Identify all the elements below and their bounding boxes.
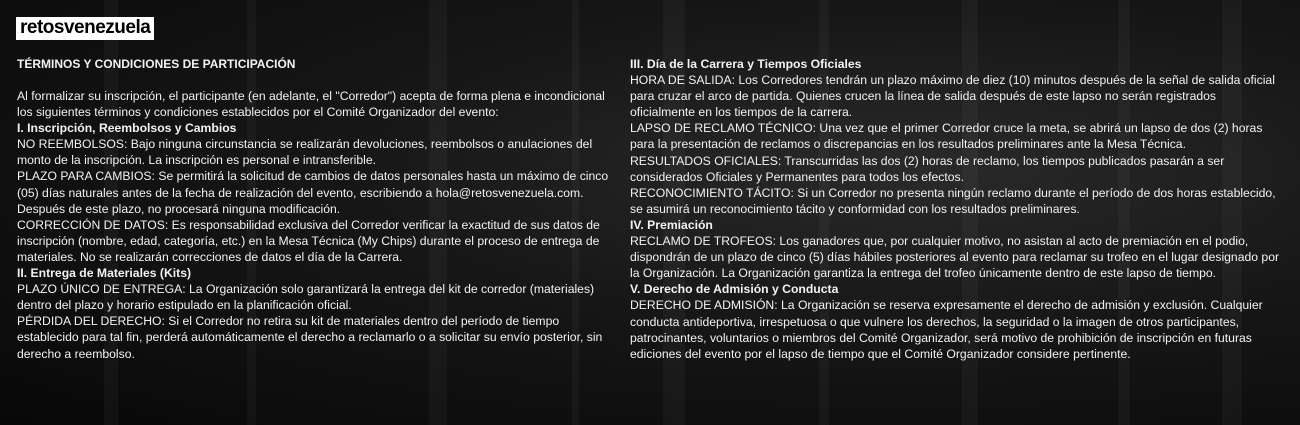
term-paragraph: PLAZO PARA CAMBIOS: Se permitirá la solicitud de cambios de datos personales hasta un máximo de cinco (05) días naturales antes de la fecha de realización del evento, escribiendo a hola@retosvenezuela.com. Después de este plazo, no procesará ninguna modificación. (17, 169, 609, 216)
term-paragraph: RESULTADOS OFICIALES: Transcurridas las dos (2) horas de reclamo, los tiempos publicados pasarán a ser considerados Oficiales y Permanentes para todos los efectos. (630, 153, 1225, 184)
section-title: III. Día de la Carrera y Tiempos Oficiales (630, 57, 862, 71)
intro-text: Al formalizar su inscripción, el participante (en adelante, el "Corredor") acepta de forma plena e incondicional los siguientes términos y condiciones establecidos por el Comité Organizador del evento: (17, 89, 605, 120)
page-title: TÉRMINOS Y CONDICIONES DE PARTICIPACIÓN (17, 57, 296, 71)
term-paragraph: LAPSO DE RECLAMO TÉCNICO: Una vez que el primer Corredor cruce la meta, se abrirá un lapso de dos (2) horas para la presentación de reclamos o discrepancias en los resultados preliminares ante la Mesa Técnica. (630, 121, 1263, 152)
terms-column-right (630, 56, 1280, 362)
term-paragraph: CORRECCIÓN DE DATOS: Es responsabilidad exclusiva del Corredor verificar la exactitud de sus datos de inscripción (nombre, edad, categoría, etc.) en la Mesa Técnica (My Chips) durante el proceso de entrega de materiales. No se realizarán correcciones de datos el día de la Carrera. (17, 217, 600, 264)
term-paragraph: RECLAMO DE TROFEOS: Los ganadores que, por cualquier motivo, no asistan al acto de premiación en el podio, dispondrán de un plazo de cinco (5) días hábiles posteriores al evento para reclamar su trofeo en el lugar designado por la Organización. La Organización garantiza la entrega del trofeo únicamente dentro de este lapso de tiempo. (630, 234, 1280, 281)
term-paragraph: PÉRDIDA DEL DERECHO: Si el Corredor no retira su kit de materiales dentro del período de tiempo establecido para tal fin, perderá automáticamente el derecho a reclamarlo o a solicitar su envío posterior, sin derecho a reembolso. (17, 314, 603, 361)
section-title: V. Derecho de Admisión y Conducta (630, 282, 839, 297)
section-title: IV. Premiación (630, 217, 713, 232)
term-paragraph: DERECHO DE ADMISIÓN: La Organización se reserva expresamente el derecho de admisión y exclusión. Cualquier conducta antideportiva, irrespetuosa o que vulnere los derechos, la seguridad o la imagen de otros participantes, patrocinantes, voluntarios o miembros del Comité Organizador, será motivo de prohibición de inscripción en futuras ediciones del evento por el lapso de tiempo que el Comité Organizador considere pertinente. (630, 298, 1263, 361)
term-paragraph: HORA DE SALIDA: Los Corredores tendrán un plazo máximo de diez (10) minutos después de la señal de salida oficial para cruzar el arco de partida. Quienes crucen la línea de salida después de este lapso no serán registrados oficialmente en los tiempos de la carrera. (630, 73, 1275, 120)
term-paragraph: NO REEMBOLSOS: Bajo ninguna circunstancia se realizarán devoluciones, reembolsos o anulaciones del monto de la inscripción. La inscripción es personal e intransferible. (17, 137, 593, 168)
section-title: I. Inscripción, Reembolsos y Cambios (17, 121, 237, 136)
term-paragraph: RECONOCIMIENTO TÁCITO: Si un Corredor no presenta ningún reclamo durante el período de dos horas establecido, se asumirá un reconocimiento tácito y conformidad con los resultados preliminares. (630, 185, 1276, 216)
brand-logo[interactable]: retosvenezuela (16, 17, 154, 40)
term-paragraph: PLAZO ÚNICO DE ENTREGA: La Organización solo garantizará la entrega del kit de corredor (materiales) dentro del plazo y horario estipulado en la planificación oficial. (17, 282, 595, 313)
section-title: II. Entrega de Materiales (Kits) (17, 266, 192, 281)
terms-column-left (17, 88, 617, 362)
